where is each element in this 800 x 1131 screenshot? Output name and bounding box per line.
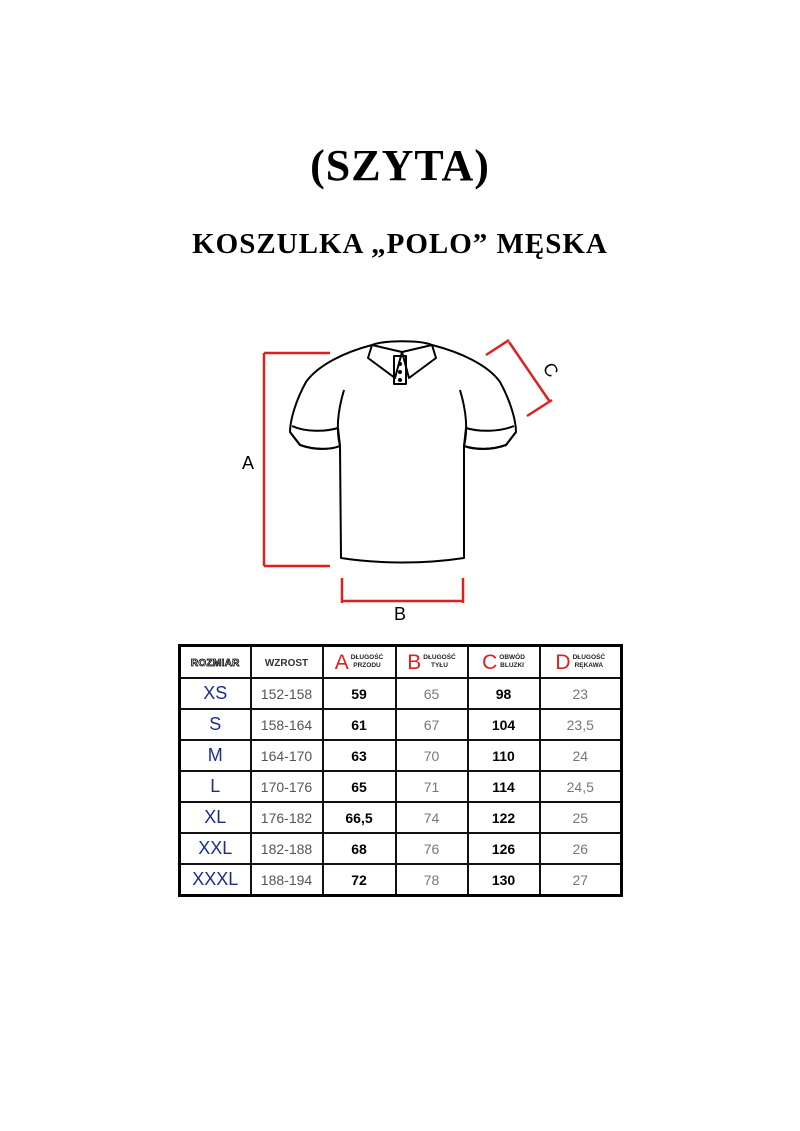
cell-a: 66,5 [323,802,396,833]
cell-a: 72 [323,864,396,896]
cell-d: 23,5 [540,709,622,740]
cell-height: 182-188 [251,833,323,864]
cell-b: 76 [396,833,468,864]
cell-a: 63 [323,740,396,771]
cell-height: 188-194 [251,864,323,896]
table-row [180,678,622,709]
header-b: B DŁUGOŚĆ TYŁU [396,646,468,679]
cell-c: 104 [468,709,540,740]
page-title: (SZYTA) [310,141,490,190]
header-a-letter: A [334,650,349,674]
header-c-letter: C [482,650,498,674]
cell-height: 164-170 [251,740,323,771]
measure-c-label: C [538,358,563,381]
cell-height: 158-164 [251,709,323,740]
measure-a-label: A [242,453,255,473]
cell-height: 176-182 [251,802,323,833]
header-size: ROZMIAR [180,646,251,679]
cell-d: 25 [540,802,622,833]
cell-size: S [180,709,251,740]
cell-d: 27 [540,864,622,896]
table-row [180,740,622,771]
cell-c: 126 [468,833,540,864]
table-header-row [180,646,622,679]
cell-size: M [180,740,251,771]
header-a: A DŁUGOŚĆ PRZODU [323,646,396,679]
polo-shirt-diagram [0,320,800,630]
cell-a: 61 [323,709,396,740]
cell-c: 114 [468,771,540,802]
table-row [180,864,622,896]
cell-height: 152-158 [251,678,323,709]
page-subtitle: KOSZULKA „POLO” MĘSKA [192,228,608,260]
cell-b: 74 [396,802,468,833]
cell-d: 24 [540,740,622,771]
cell-c: 110 [468,740,540,771]
measure-b-label: B [394,604,407,624]
table-row [180,771,622,802]
cell-a: 59 [323,678,396,709]
cell-d: 23 [540,678,622,709]
measure-b-line [342,578,463,603]
size-table [178,644,623,897]
cell-b: 78 [396,864,468,896]
cell-size: L [180,771,251,802]
header-d: D DŁUGOŚĆ RĘKAWA [540,646,622,679]
header-b-letter: B [407,650,422,674]
cell-b: 67 [396,709,468,740]
cell-a: 65 [323,771,396,802]
table-row [180,802,622,833]
cell-size: XXL [180,833,251,864]
table-row [180,833,622,864]
header-d-letter: D [555,650,571,674]
header-c: C OBWÓD BLUZKI [468,646,540,679]
cell-a: 68 [323,833,396,864]
cell-c: 130 [468,864,540,896]
cell-b: 71 [396,771,468,802]
cell-c: 98 [468,678,540,709]
placket-buttons [398,362,402,382]
cell-height: 170-176 [251,771,323,802]
cell-d: 26 [540,833,622,864]
measure-a-line [264,353,330,566]
header-height: WZROST [251,646,323,679]
table-row [180,709,622,740]
cell-c: 122 [468,802,540,833]
cell-b: 65 [396,678,468,709]
cell-d: 24,5 [540,771,622,802]
cell-b: 70 [396,740,468,771]
cell-size: XXXL [180,864,251,896]
cell-size: XL [180,802,251,833]
cell-size: XS [180,678,251,709]
polo-shirt-outline [290,341,516,562]
